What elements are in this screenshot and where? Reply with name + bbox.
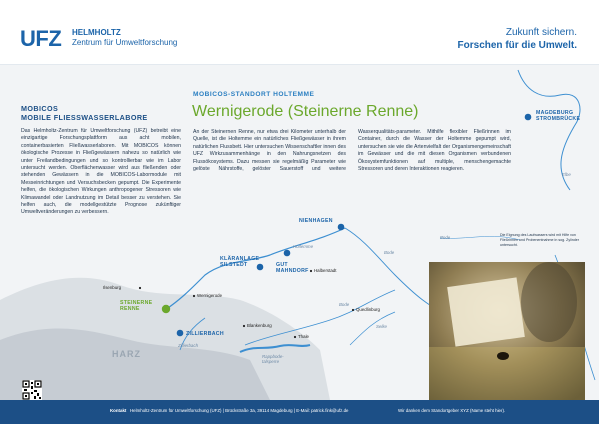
town-dot-wernigerode: [193, 295, 195, 297]
logo-text: [72, 28, 177, 48]
slogan-line-1: Zukunft sichern.: [505, 27, 577, 38]
mobicos-subtitle: MOBILE FLIESSWASSERLABORE: [21, 113, 148, 122]
logo-line-zentrum: Zentrum für Umweltforschung: [72, 38, 178, 47]
stream-bed-photo: [429, 262, 585, 400]
footer-acknowledgement: Wir danken dem Standortgeber XYZ (Name steht hier).: [398, 408, 506, 413]
slogan: [458, 26, 577, 52]
slogan-line-2: Forschen für die Umwelt.: [457, 40, 577, 51]
river-label-zillierbach: Zillierbach: [178, 343, 199, 348]
site-label-klaeranlage: KLÄRANLAGE SILSTEDT: [220, 256, 260, 269]
header: [0, 0, 599, 64]
mobicos-info: [21, 104, 181, 217]
stream-bed-photo-image: [429, 262, 585, 400]
river-label-rappbode: Rappbode-talsperre: [262, 354, 284, 364]
pin-zillierbach: [177, 330, 184, 337]
logo-line-helmholtz: HELMHOLTZ: [72, 28, 121, 37]
qr-code-icon: [22, 380, 42, 400]
region-label-harz: HARZ: [112, 349, 141, 359]
town-dot-blankenburg: [243, 325, 245, 327]
site-label-zillierbach: ZILLIERBACH: [186, 331, 224, 337]
pin-magdeburg: [525, 114, 532, 121]
town-dot-quedlinburg: [352, 309, 354, 311]
mobicos-body: Das Helmholtz-Zentrum für Umweltforschung (UFZ) betreibt eine einzigartige Forschungsplattform aus acht mobilen, containerbasierten Fließwasserlaboren. Mit MOBICOS können ökologische Prozesse in Fließgewässern nahezu so natürlich wie unter Freilandbedingungen und so kontrollierbar wie im Labor untersucht werden. Oberflächenwasser wird aus fließenden oder stehenden Gewässern in die MOBICOS-Labormodule mit Messeinrichtungen und Versuchsbecken gepumpt. Die Experimente helfen, die ökologischen Wirkungen anthropogener Stressoren wie Klimawandel oder Landnutzung im Detail besser zu verstehen. Sie helfen auch, die modellgestützte Prognose zukünftiger Umweltveränderungen zu verbessern.: [21, 128, 181, 216]
town-ilsenburg: Ilsenburg: [103, 285, 122, 290]
town-thale: Thale: [298, 334, 309, 339]
site-label-steinerne-renne: STEINERNE RENNE: [120, 300, 153, 313]
river-label-holtemme: Holtemme: [293, 244, 314, 249]
town-wernigerode: Wernigerode: [197, 293, 223, 298]
town-halberstadt: Halberstadt: [314, 268, 337, 273]
footer-contact: [110, 408, 348, 413]
site-kicker: MOBICOS-STANDORT HOLTEMME: [193, 91, 315, 98]
ufz-logo: UFZ: [20, 26, 62, 51]
town-blankenburg: Blankenburg: [247, 323, 272, 328]
pin-gut-mahndorf: [284, 250, 291, 257]
site-description: An der Steinernen Renne, nur etwa drei Kilometer unterhalb der Quelle, ist die Holtemme ein natürliches Fließgewässer in ihrem natürlichen Flussbett. Hier untersuchen Wissenschaftler innen des UFZ Wirkzusammenhänge in den Nahrungsnetzen des Flussökosystems. Dazu messen sie regelmäßig Parameter wie gelöste Nährstoffe, gelöster Sauerstoff und weitere Wasserqualitäts-parameter. Mithilfe flexibler Fließrinnen im Container, durch die Wasser der Holtemme gepumpt wird, untersuchen sie wie die Artenvielfalt der Organismengemeinschaft im Gewässer und die mit diesen Organismen verbundenen Ökosystemfunktionen auf multiple, menschengemachte Stressoren und deren Interaktionen reagieren.: [193, 129, 511, 173]
mobicos-title: MOBICOS: [21, 104, 59, 113]
town-dot-thale: [294, 336, 296, 338]
site-label-magdeburg: MAGDEBURG STROMBRÜCKE: [536, 110, 581, 123]
river-label-bode-1: Bode: [384, 250, 395, 255]
river-label-elbe: Elbe: [562, 172, 571, 177]
river-label-selke: Selke: [376, 324, 387, 329]
river-label-bode-2: Bode: [339, 302, 350, 307]
page-title: Wernigerode (Steinerne Renne): [192, 103, 419, 120]
photo-caption: Die Eignung des Laufwassers wird mit Hilfe von Fließrinnen und Probenentnahme in sog. Zylinder untersucht.: [500, 233, 579, 247]
footer-contact-text: Helmholtz-Zentrum für Umweltforschung (UFZ) | Brückstraße 3a, 39114 Magdeburg | E-Mail: patrick.fink@ufz.de: [130, 408, 349, 413]
site-label-gut-mahndorf: GUT MAHNDORF: [276, 262, 309, 275]
pin-nienhagen: [338, 224, 345, 231]
qr-code[interactable]: [22, 380, 42, 400]
footer-contact-label: Kontakt: [110, 408, 127, 413]
town-quedlinburg: Quedlinburg: [356, 307, 380, 312]
river-label-bode-3: Bode: [440, 235, 451, 240]
town-dot-ilsenburg: [139, 287, 141, 289]
selke-river: [350, 312, 395, 345]
site-label-nienhagen: NIENHAGEN: [299, 218, 333, 224]
